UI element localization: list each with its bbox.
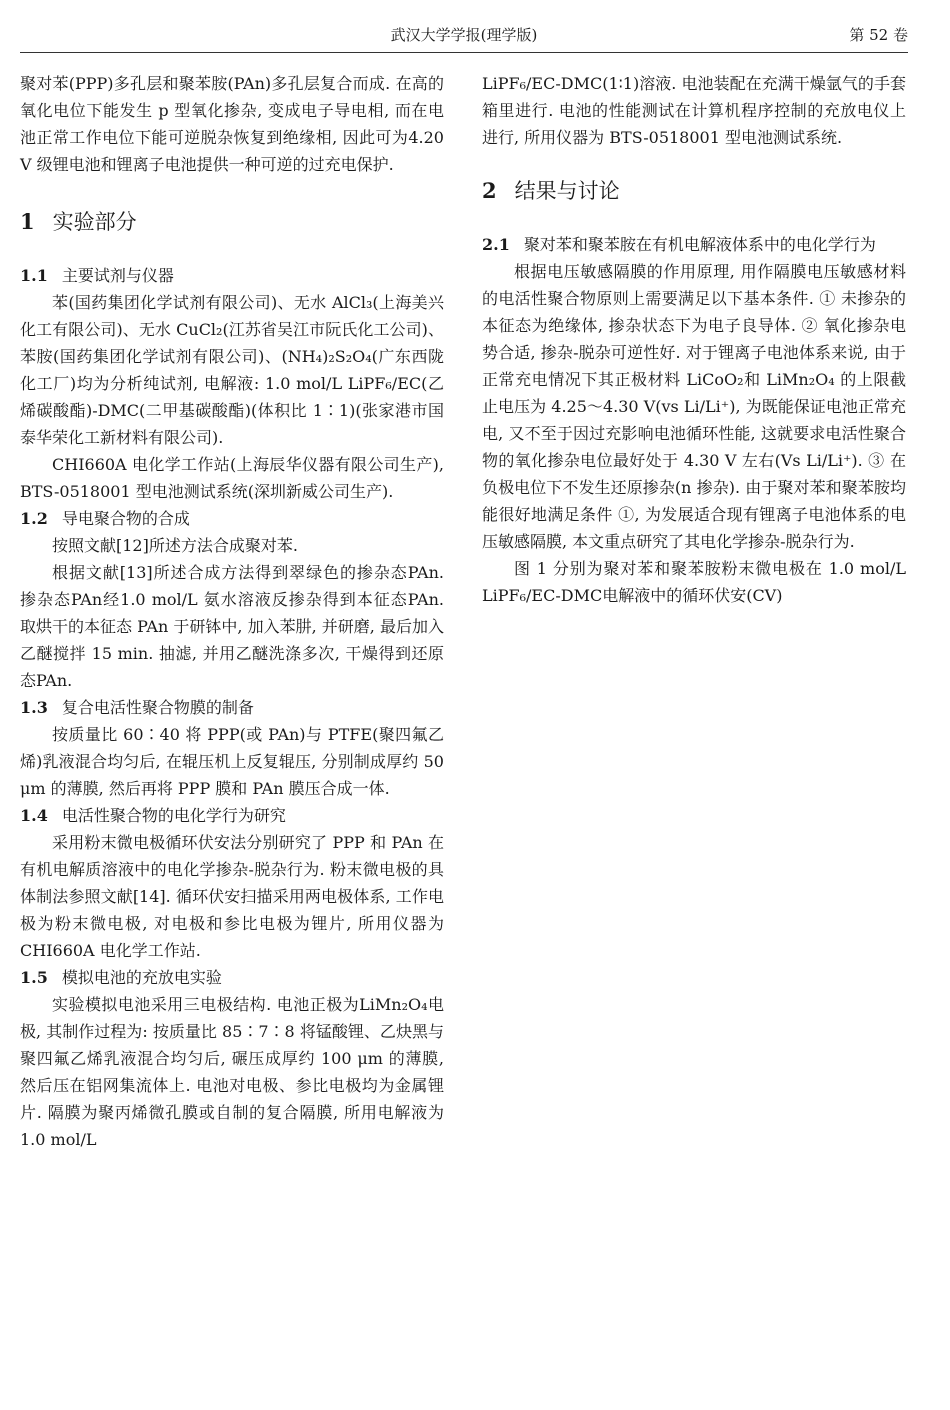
subsection-title: 复合电活性聚合物膜的制备 xyxy=(61,698,254,717)
section-number: 2 xyxy=(482,178,497,203)
subsection-title: 主要试剂与仪器 xyxy=(61,266,174,285)
paragraph: 采用粉末微电极循环伏安法分别研究了 PPP 和 PAn 在有机电解质溶液中的电化学掺杂-脱杂行为. 粉末微电极的具体制法参照文献[14]. 循环伏安扫描采用两电极体系, 工作电极为粉末微电极, 对电极和参比电极为锂片, 所用仪器为 CHI660A 电化学工作站. xyxy=(20,833,444,960)
paragraph: 实验模拟电池采用三电极结构. 电池正极为LiMn₂O₄电极, 其制作过程为: 按质量比 85∶7∶8 将锰酸锂、乙炔黑与聚四氟乙烯乳液混合均匀后, 碾压成厚约 100 μm 的薄膜, 然后压在铝网集流体上. 电池对电极、参比电极均为金属锂片. 隔膜为聚丙烯微孔膜或自制的复合隔膜, 所用电解液为1.0 mol/L xyxy=(20,995,444,1149)
subsection-number: 1.5 xyxy=(20,968,48,987)
volume-number: 第 52 卷 xyxy=(849,26,908,44)
section-title: 结果与讨论 xyxy=(514,179,620,203)
paragraph: 按质量比 60∶40 将 PPP(或 PAn)与 PTFE(聚四氟乙烯)乳液混合均匀后, 在辊压机上反复辊压, 分别制成厚约 50 μm 的薄膜, 然后再将 PPP 膜和 PAn 膜压合成一体. xyxy=(20,725,444,798)
subsection-title: 电活性聚合物的电化学行为研究 xyxy=(61,806,286,825)
paragraph: CHI660A 电化学工作站(上海辰华仪器有限公司生产), BTS-0518001 型电池测试系统(深圳新威公司生产). xyxy=(20,455,444,501)
paragraph: 按照文献[12]所述方法合成聚对苯. xyxy=(52,536,298,555)
subsection-1-5-heading xyxy=(20,964,444,991)
subsection-title: 导电聚合物的合成 xyxy=(61,509,190,528)
subsection-1-2-heading xyxy=(20,505,444,532)
running-header xyxy=(20,24,908,52)
subsection-1-1-heading xyxy=(20,262,444,289)
subsection-number: 2.1 xyxy=(482,235,510,254)
right-column xyxy=(482,70,906,609)
section-number: 1 xyxy=(20,209,35,234)
subsection-1-4-heading xyxy=(20,802,444,829)
subsection-2-1-heading xyxy=(482,231,906,258)
subsection-number: 1.4 xyxy=(20,806,48,825)
paragraph: 根据电压敏感隔膜的作用原理, 用作隔膜电压敏感材料的电活性聚合物原则上需要满足以下基本条件. ① 未掺杂的本征态为绝缘体, 掺杂状态下为电子良导体. ② 氧化掺杂电势合适, 掺杂-脱杂可逆性好. 对于锂离子电池体系来说, 由于正常充电情况下其正极材料 LiCoO₂和 LiMn₂O₄ 的上限截止电压为 4.25～4.30 V(vs Li/Li⁺), 为既能保证电池正常充电, 又不至于因过充影响电池循环性能, 这就要求电活性聚合物的氧化掺杂电位最好处于 4.30 V 左右(Vs Li/Li⁺). ③ 在负极电位下不发生还原掺杂(n 掺杂). 由于聚对苯和聚苯胺均能很好地满足条件 ①, 为发展适合现有锂离子电池体系的电压敏感隔膜, 本文重点研究了其电化学掺杂-脱杂行为. xyxy=(482,262,906,551)
header-rule xyxy=(20,52,908,53)
section-2-heading xyxy=(482,177,906,205)
continued-paragraph: LiPF₆/EC-DMC(1∶1)溶液. 电池装配在充满干燥氩气的手套箱里进行. 电池的性能测试在计算机程序控制的充放电仪上进行, 所用仪器为 BTS-0518001 型电池测试系统. xyxy=(482,74,906,147)
subsection-1-3-heading xyxy=(20,694,444,721)
subsection-title: 聚对苯和聚苯胺在有机电解液体系中的电化学行为 xyxy=(523,235,876,254)
subsection-number: 1.2 xyxy=(20,509,48,528)
left-column xyxy=(20,70,444,1153)
section-title: 实验部分 xyxy=(52,210,137,234)
intro-paragraph: 聚对苯(PPP)多孔层和聚苯胺(PAn)多孔层复合而成. 在高的氧化电位下能发生 p 型氧化掺杂, 变成电子导电相, 而在电池正常工作电位下能可逆脱杂恢复到绝缘相, 因此可为4.20 V 级锂电池和锂离子电池提供一种可逆的过充电保护. xyxy=(20,74,444,174)
paragraph: 苯(国药集团化学试剂有限公司)、无水 AlCl₃(上海美兴化工有限公司)、无水 CuCl₂(江苏省吴江市阮氏化工公司)、苯胺(国药集团化学试剂有限公司)、(NH₄)₂S₂O₄(广东西陇化工厂)均为分析纯试剂, 电解液: 1.0 mol/L LiPF₆/EC(乙烯碳酸酯)-DMC(二甲基碳酸酯)(体积比 1∶1)(张家港市国泰华荣化工新材料有限公司). xyxy=(20,293,444,447)
paragraph: 图 1 分别为聚对苯和聚苯胺粉末微电极在 1.0 mol/L LiPF₆/EC-DMC电解液中的循环伏安(CV) xyxy=(482,559,906,605)
paragraph: 根据文献[13]所述合成方法得到翠绿色的掺杂态PAn. 掺杂态PAn经1.0 mol/L 氨水溶液反掺杂得到本征态PAn. 取烘干的本征态 PAn 于研钵中, 加入苯肼, 并研磨, 最后加入乙醚搅拌 15 min. 抽滤, 并用乙醚洗涤多次, 干燥得到还原态PAn. xyxy=(20,563,444,690)
journal-name: 武汉大学学报(理学版) xyxy=(390,26,538,44)
subsection-number: 1.3 xyxy=(20,698,48,717)
section-1-heading xyxy=(20,208,444,236)
subsection-number: 1.1 xyxy=(20,266,48,285)
subsection-title: 模拟电池的充放电实验 xyxy=(61,968,222,987)
